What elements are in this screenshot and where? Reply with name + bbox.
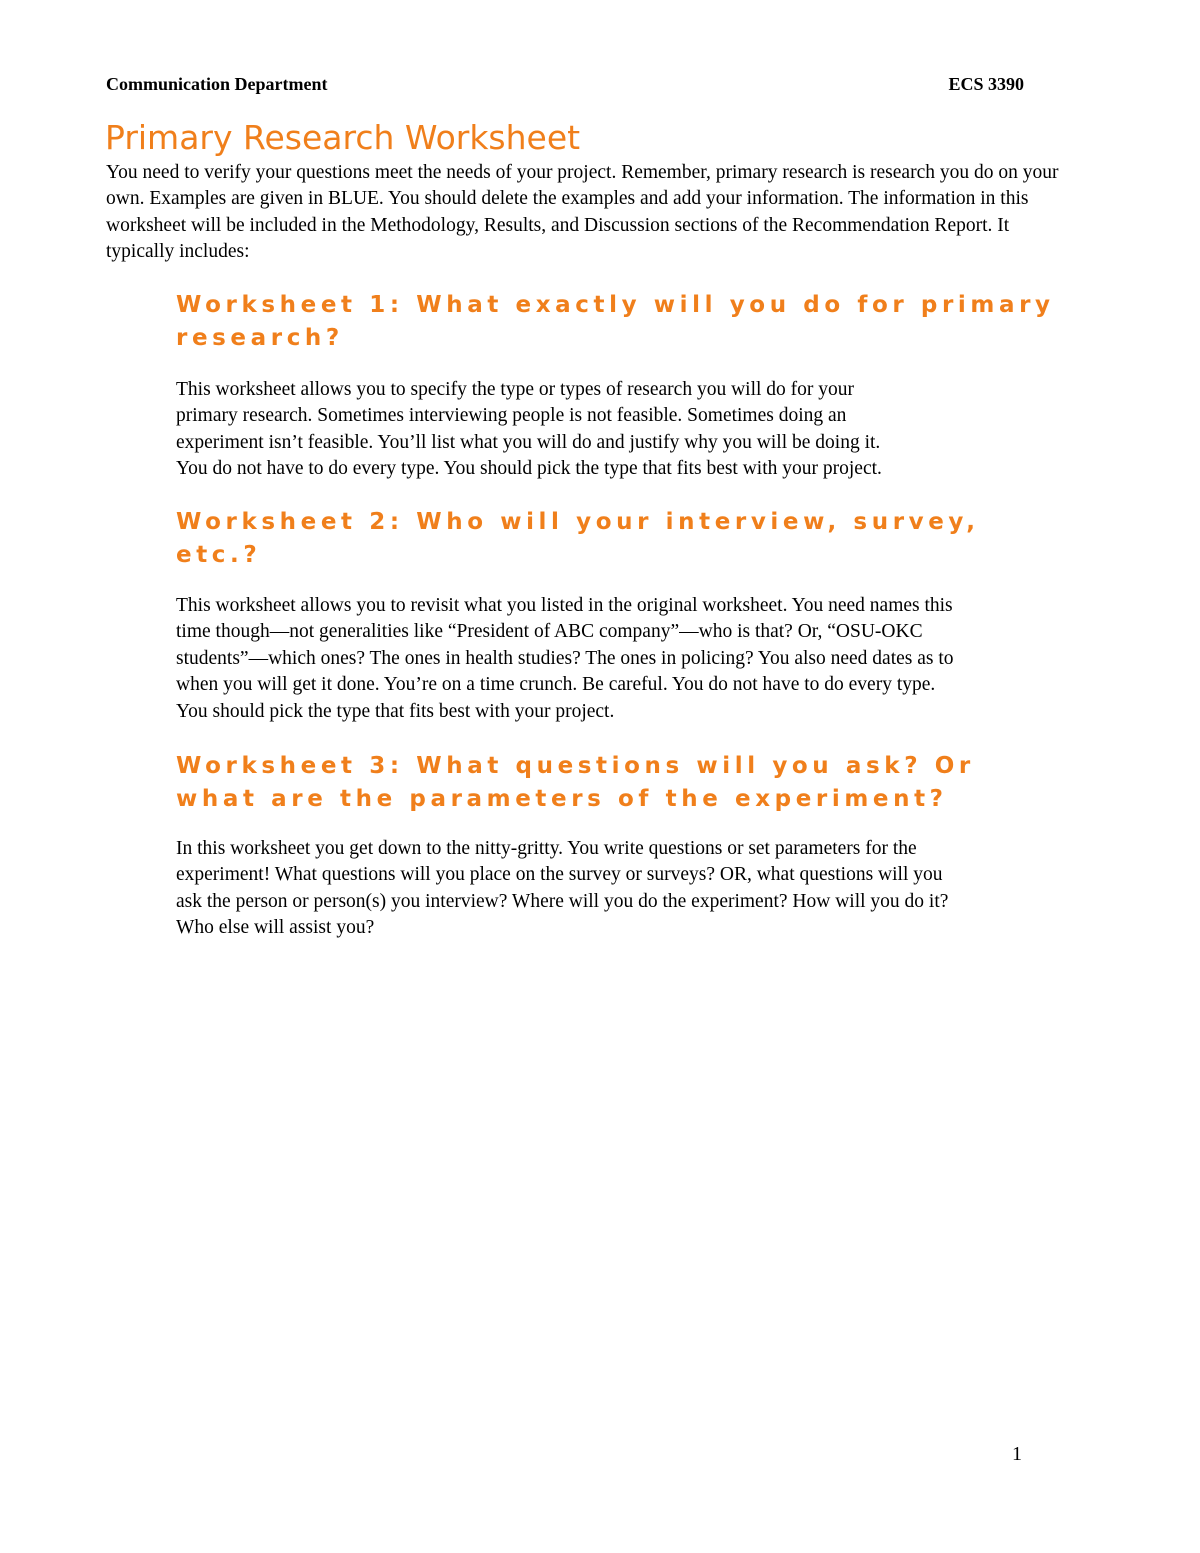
worksheet-3-description-line: ask the person or person(s) you interview? Where will you do the experiment? How will you do it? <box>176 890 949 912</box>
worksheet-1-heading <box>176 289 1055 355</box>
header-course-code: ECS 3390 <box>948 74 1024 94</box>
worksheet-3-description <box>176 836 948 942</box>
intro-paragraph: You need to verify your questions meet the needs of your project. Remember, primary research is research you do on your own. Examples are given in BLUE. You should delete the examples and add your information. The information in this worksheet will be included in the Methodology, Results, and Discussion sections of the Recommendation Report. It typically includes: <box>106 162 1059 263</box>
page-header <box>106 72 1024 96</box>
worksheet-2-description-line: time though—not generalities like “President of ABC company”—who is that? Or, “OSU-OKC <box>176 621 923 643</box>
worksheet-1-description-line: primary research. Sometimes interviewing people is not feasible. Sometimes doing an <box>176 405 847 427</box>
worksheet-3-heading-line: what are the parameters of the experiment? <box>176 786 948 812</box>
page-number: 1 <box>1012 1443 1022 1465</box>
worksheet-1-description-line: This worksheet allows you to specify the type or types of research you will do for your <box>176 379 855 400</box>
worksheet-2-description-line: when you will get it done. You’re on a time crunch. Be careful. You do not have to do every type. <box>176 674 936 696</box>
worksheet-1-heading-line: research? <box>176 325 344 351</box>
worksheet-2-description-line: You should pick the type that fits best with your project. <box>176 700 615 722</box>
worksheet-3-heading <box>176 750 975 816</box>
worksheet-3-description-line: Who else will assist you? <box>176 917 375 939</box>
header-department: Communication Department <box>106 74 328 94</box>
worksheet-2-description <box>176 593 954 725</box>
worksheet-2-heading <box>176 506 980 572</box>
worksheet-2-description-line: students”—which ones? The ones in health studies? The ones in policing? You also need dates as to <box>176 647 954 669</box>
worksheet-3-heading-line: Worksheet 3: What questions will you ask? Or <box>176 753 975 779</box>
worksheet-1-description-line: experiment isn’t feasible. You’ll list what you will do and justify why you will be doing it. <box>176 431 881 453</box>
worksheet-2-description-line: This worksheet allows you to revisit what you listed in the original worksheet. You need names this <box>176 595 953 616</box>
worksheet-3-description-line: experiment! What questions will you place on the survey or surveys? OR, what questions will you <box>176 864 943 886</box>
worksheet-2-heading-line: Worksheet 2: Who will your interview, survey, <box>176 509 980 535</box>
worksheet-1-description <box>176 377 882 483</box>
worksheet-2-heading-line: etc.? <box>176 542 262 568</box>
worksheet-1-description-line: You do not have to do every type. You should pick the type that fits best with your project. <box>176 458 882 480</box>
worksheet-1-heading-line: Worksheet 1: What exactly will you do for primary <box>176 292 1055 318</box>
worksheet-3-description-line: In this worksheet you get down to the nitty-gritty. You write questions or set parameters for the <box>176 838 917 859</box>
page-title: Primary Research Worksheet <box>105 118 581 157</box>
